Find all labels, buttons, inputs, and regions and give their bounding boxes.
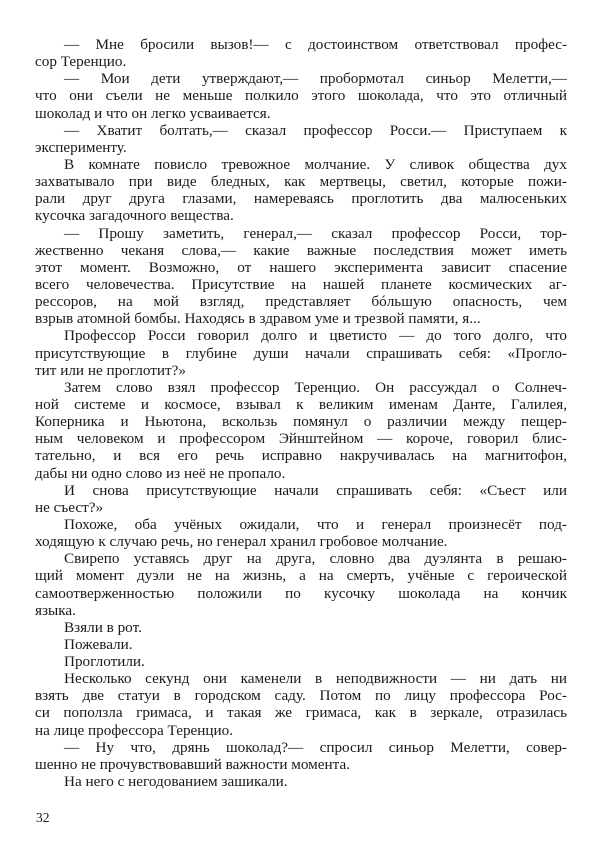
text-line: В комнате повисло тревожное молчание. У сливок общества дух: [64, 155, 567, 173]
text-line: Проглотили.: [64, 653, 145, 671]
text-line: сор Теренцио.: [35, 53, 127, 71]
text-line: Коперника и Ньютона, вскользь помянул о различии между пещер-: [35, 413, 567, 431]
text-line: рессоров, на мой взгляд, представляет бóльшую опасность, чем: [35, 293, 567, 311]
text-line: Свирепо уставясь друг на друга, словно два дуэлянта в решаю-: [64, 550, 567, 568]
text-line: самоотверженностью положили по кусочку шоколада на кончик: [35, 584, 567, 602]
text-line: рали друг друга глазами, намереваясь проглотить два малюсеньких: [35, 190, 567, 208]
text-line: Пожевали.: [64, 635, 133, 653]
text-line: дабы ни одно слово из неё не пропало.: [35, 464, 286, 482]
page-body: [35, 36, 567, 790]
page-number: 32: [36, 810, 50, 825]
text-line: шоколад и что он легко усваивается.: [35, 104, 271, 122]
text-line: тит или не проглотит?»: [35, 361, 186, 379]
text-line: что они съели не меньше полкило этого шоколада, что это отличный: [35, 87, 567, 105]
text-line: не съест?»: [35, 498, 104, 516]
text-line: присутствующие в глубине души начали спрашивать себя: «Прогло-: [35, 344, 567, 362]
text-line: ным человеком и профессором Эйнштейном — короче, говорил блис-: [35, 430, 567, 448]
text-line: И снова присутствующие начали спрашивать себя: «Съест или: [64, 481, 567, 499]
text-line: — Хватит болтать,— сказал профессор Росси.— Приступаем к: [64, 121, 567, 139]
text-line: си поползла гримаса, и такая же гримаса, как в зеркале, отразилась: [35, 704, 567, 722]
text-line: эксперименту.: [35, 138, 127, 156]
text-line: всего человечества. Присутствие на нашей планете космических аг-: [35, 275, 567, 293]
text-line: языка.: [35, 601, 76, 619]
text-line: взять две статуи в городском саду. Потом по лицу профессора Рос-: [35, 687, 567, 705]
text-line: — Мои дети утверждают,— пробормотал синьор Мелетти,—: [64, 70, 567, 88]
text-line: шенно не прочувствовавший важности момента.: [35, 755, 351, 773]
text-line: — Мне бросили вызов!— с достоинством ответствовал профес-: [64, 36, 567, 53]
text-line: Затем слово взял профессор Теренцио. Он рассуждал о Солнеч-: [64, 378, 567, 396]
text-line: Несколько секунд они каменели в неподвижности — ни дать ни: [64, 670, 567, 688]
text-line: ходящую к случаю речь, но генерал хранил гробовое молчание.: [35, 533, 448, 551]
text-line: жественно чеканя слова,— какие важные последствия может иметь: [35, 241, 567, 259]
text-line: взрыв атомной бомбы. Находясь в здравом уме и трезвой памяти, я...: [35, 310, 481, 328]
text-line: тательно, и вся его речь исправно накручивалась на магнитофон,: [35, 447, 567, 465]
text-line: — Ну что, дрянь шоколад?— спросил синьор Мелетти, совер-: [64, 738, 567, 756]
text-line: ной системе и космосе, взывал к великим именам Данте, Галилея,: [35, 395, 567, 413]
text-line: Взяли в рот.: [64, 618, 142, 636]
text-line: На него с негодованием зашикали.: [64, 773, 288, 791]
text-line: кусочка загадочного вещества.: [35, 207, 234, 225]
text-line: щий момент дуэли не на жизнь, а на смерть, учёные с героической: [35, 567, 567, 585]
text-line: — Прошу заметить, генерал,— сказал профессор Росси, тор-: [64, 224, 567, 242]
text-line: захватывало при виде бледных, как мертвецы, светил, которые пожи-: [35, 173, 567, 191]
text-line: Профессор Росси говорил долго и цветисто — до того долго, что: [64, 327, 567, 345]
text-line: Похоже, оба учёных ожидали, что и генерал произнесёт под-: [64, 515, 567, 533]
text-line: этот момент. Возможно, от нашего эксперимента зависит спасение: [35, 258, 567, 276]
text-line: на лице профессора Теренцио.: [35, 721, 234, 739]
